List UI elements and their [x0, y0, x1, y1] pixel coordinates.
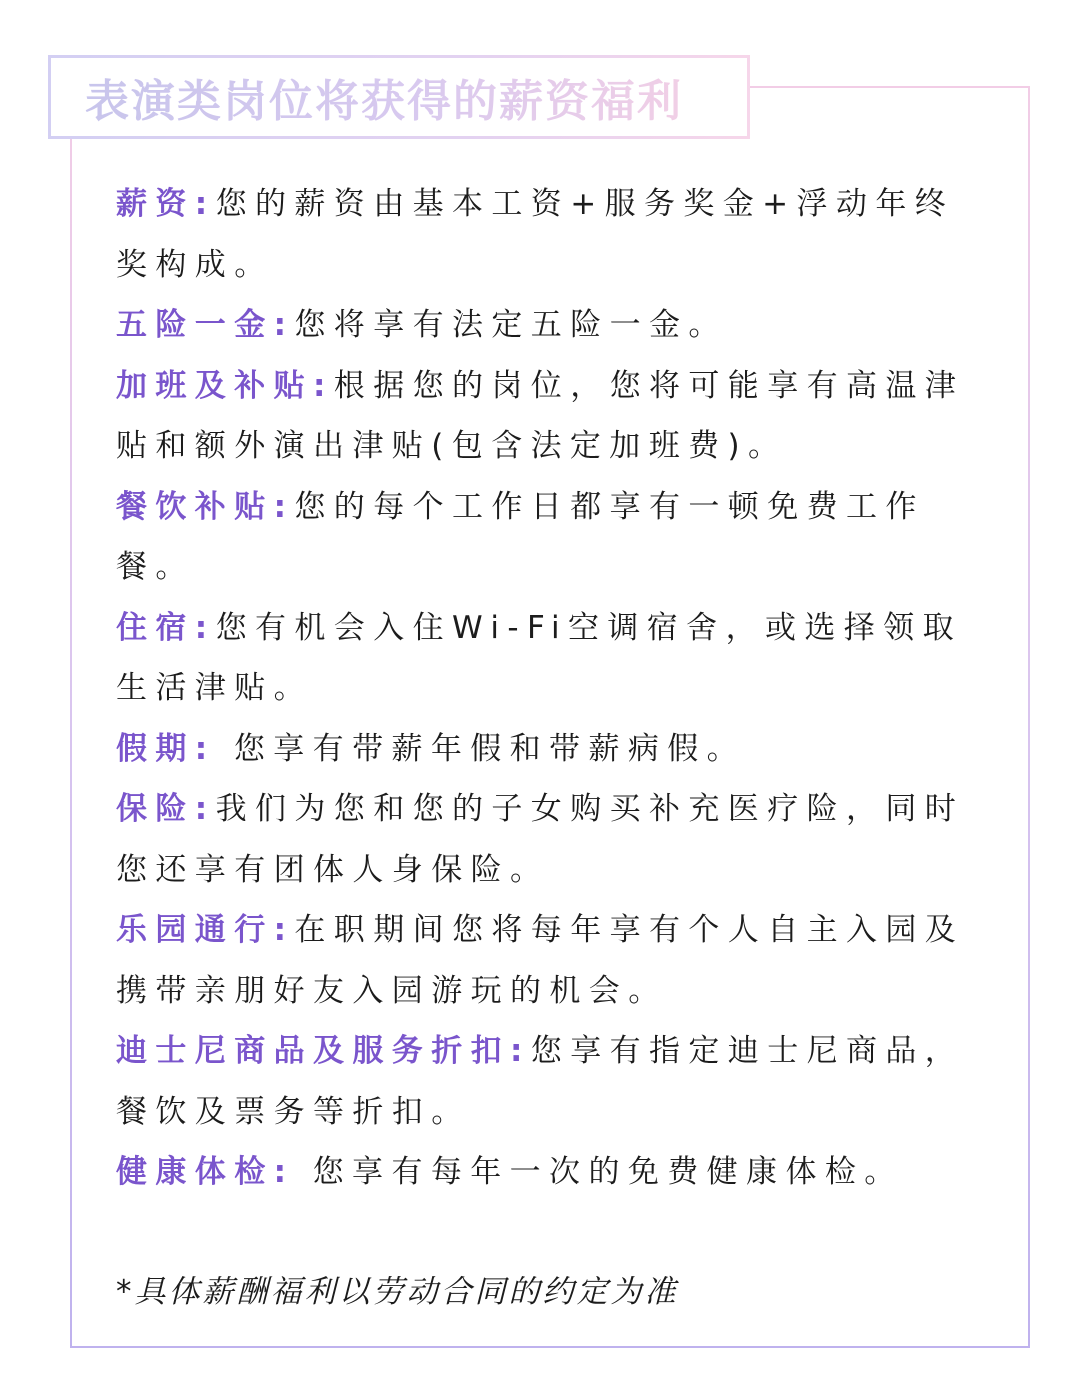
footnote: *具体薪酬福利以劳动合同的约定为准	[116, 1274, 679, 1310]
benefit-item-health-check	[116, 1142, 986, 1203]
benefit-label: 薪资:	[116, 186, 216, 222]
benefit-label: 乐园通行:	[116, 912, 295, 948]
benefit-text: 我们为您和您的子女购买补充医疗险，同时您还享有团体人身保险。	[116, 791, 965, 888]
benefit-label: 假期:	[116, 730, 216, 767]
benefit-item-park-pass	[116, 900, 986, 1021]
benefit-text: 您享有指定迪士尼商品，餐饮及票务等折扣。	[116, 1033, 965, 1130]
benefit-item-vacation	[116, 719, 986, 780]
benefit-label: 保险:	[116, 791, 216, 827]
benefit-text: 您享有带薪年假和带薪病假。	[215, 730, 747, 767]
title-box	[48, 55, 750, 139]
benefit-text: 您享有每年一次的免费健康体检。	[294, 1154, 904, 1190]
benefit-text: 您的薪资由基本工资+服务奖金+浮动年终奖构成。	[116, 186, 955, 283]
benefit-label: 加班及补贴:	[116, 367, 334, 404]
benefit-text: 您将享有法定五险一金。	[294, 307, 728, 343]
benefit-label: 餐饮补贴:	[116, 488, 295, 525]
benefit-text: 在职期间您将每年享有个人自主入园及携带亲朋好友入园游玩的机会。	[116, 912, 965, 1009]
benefit-label: 健康体检:	[116, 1154, 295, 1190]
benefits-list	[116, 174, 986, 1203]
benefit-item-meal	[116, 477, 986, 598]
benefit-label: 迪士尼商品及服务折扣:	[116, 1033, 531, 1069]
benefit-label: 五险一金:	[116, 307, 295, 343]
benefit-item-insurance-fund	[116, 295, 986, 356]
benefit-item-discount	[116, 1021, 986, 1142]
benefit-text: 根据您的岗位，您将可能享有高温津贴和额外演出津贴(包含法定加班费)。	[116, 367, 965, 464]
benefit-item-insurance	[116, 779, 986, 900]
benefit-item-housing	[116, 598, 986, 719]
benefit-item-overtime	[116, 356, 986, 477]
benefit-text: 您的每个工作日都享有一顿免费工作餐。	[116, 488, 925, 585]
benefit-text: 您有机会入住Wi-Fi空调宿舍，或选择领取生活津贴。	[116, 609, 962, 706]
benefit-item-salary	[116, 174, 986, 295]
benefit-label: 住宿:	[116, 609, 216, 646]
page-title: 表演类岗位将获得的薪资福利	[85, 65, 683, 129]
